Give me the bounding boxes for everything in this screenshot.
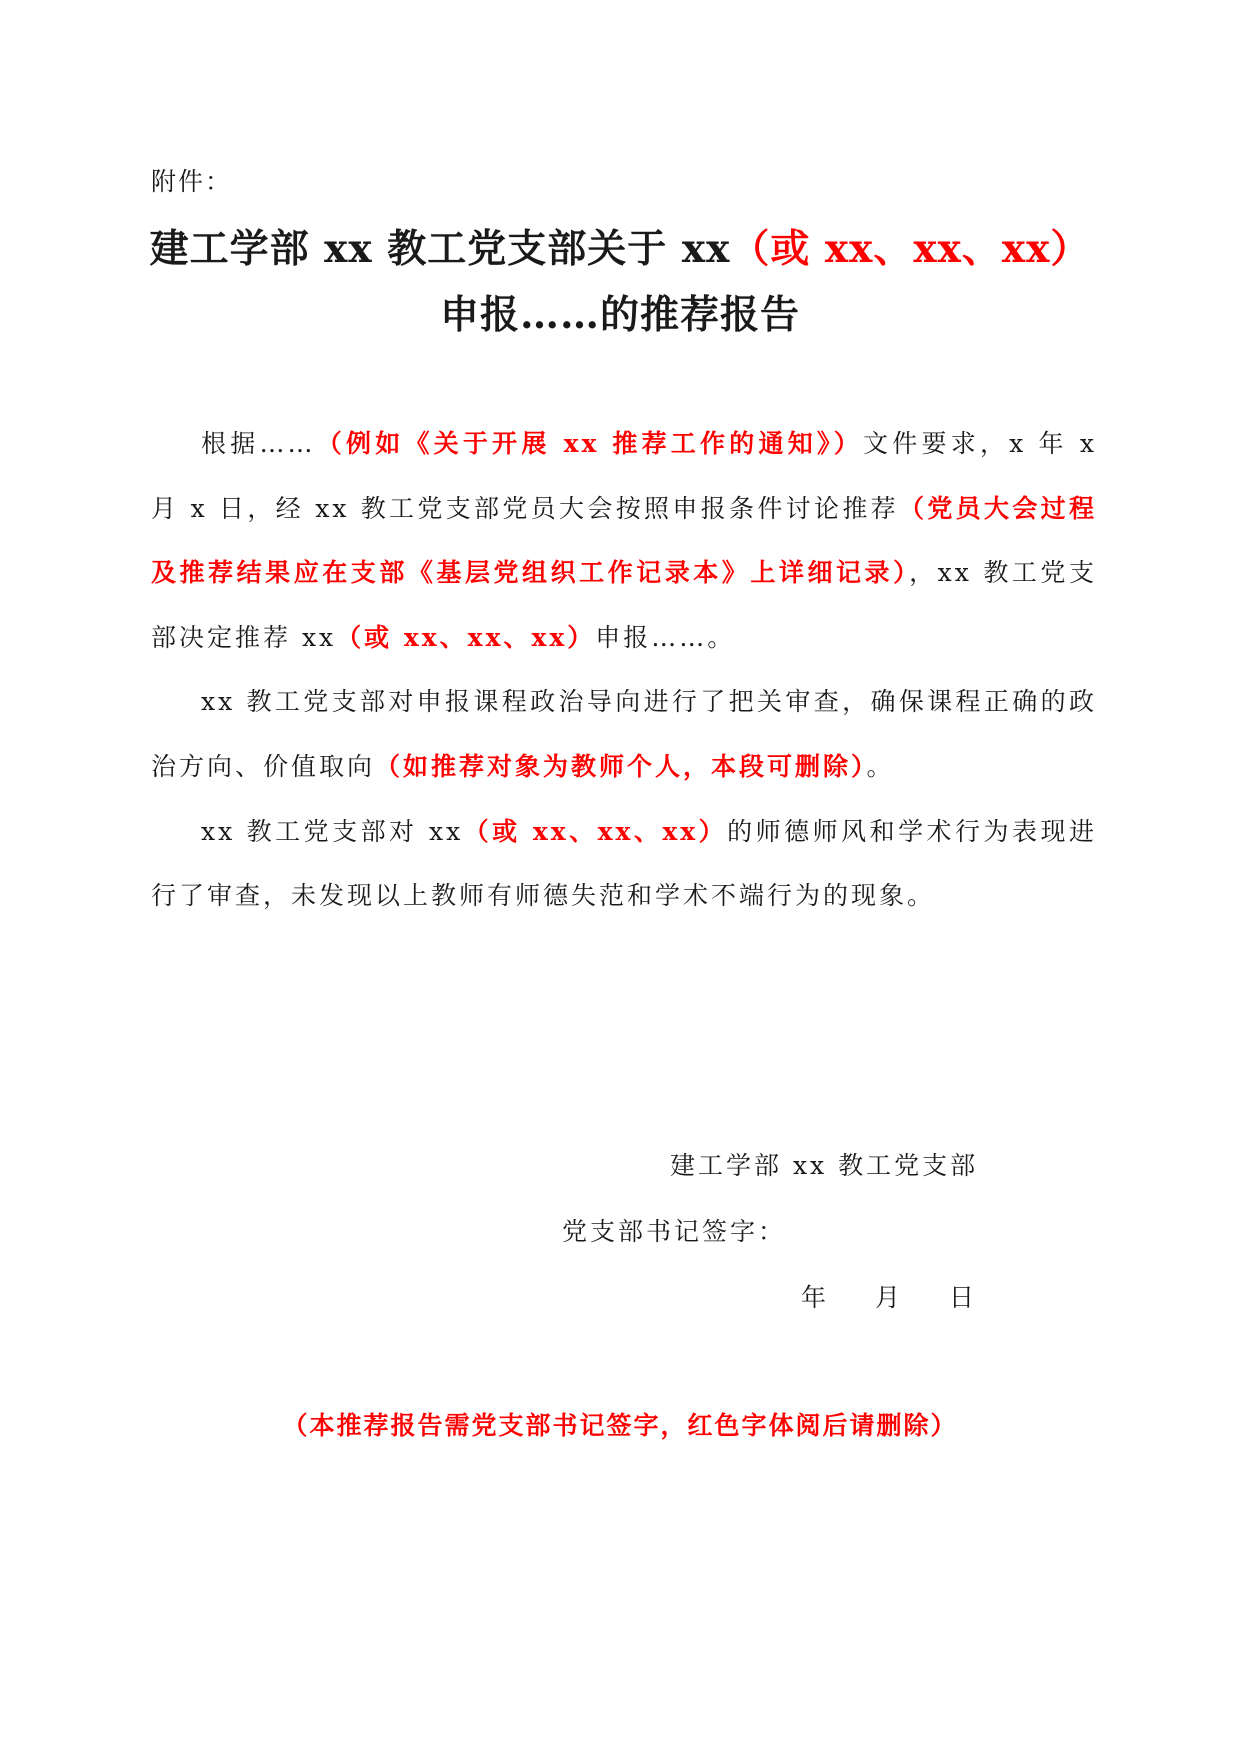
p1-text-4: 申报……。: [595, 622, 736, 652]
paragraph-1: [151, 412, 1097, 670]
p2-text-2: 。: [866, 751, 895, 781]
signature-branch: 建工学部 xx 教工党支部: [670, 1151, 979, 1180]
p2-text-1: xx 教工党支部对申报课程政治导向进行了把关审查，确保课程正确的政治方向、价值取向: [151, 687, 1097, 781]
p1-text-1: 根据……: [201, 429, 316, 458]
paragraph-3: [151, 800, 1097, 929]
p1-red-1: （例如《关于开展 xx 推荐工作的通知》）: [315, 429, 863, 458]
document-title: [130, 216, 1110, 348]
date-day: 日: [949, 1283, 978, 1312]
date-year: 年: [801, 1283, 830, 1312]
title-part-2-red: （或 xx、xx、xx）: [730, 226, 1091, 272]
p1-red-3: （或 xx、xx、xx）: [336, 622, 596, 652]
document-body: [151, 412, 1097, 929]
title-part-1: 建工学部 xx 教工党支部关于 xx: [149, 226, 731, 272]
p3-text-1: xx 教工党支部对 xx: [201, 816, 464, 846]
signature-date: [801, 1278, 977, 1314]
attachment-label: 附件：: [151, 167, 233, 196]
p1-text-3: ，xx 教工党支部决定推荐 xx: [151, 558, 1097, 652]
p3-red-1: （或 xx、xx、xx）: [463, 816, 728, 846]
signature-secretary-label: 党支部书记签字：: [562, 1217, 787, 1246]
date-month: 月: [875, 1283, 904, 1312]
p1-red-2: （党员大会过程及推荐结果应在支部《基层党组织工作记录本》上详细记录）: [151, 493, 1097, 588]
paragraph-2: [151, 670, 1097, 799]
p1-text-2: 文件要求，x 年 x 月 x 日，经 xx 教工党支部党员大会按照申报条件讨论推荐: [151, 429, 1097, 523]
p3-text-2: 的师德师风和学术行为表现进行了审查，未发现以上教师有师德失范和学术不端行为的现象。: [151, 816, 1097, 911]
footnote: （本推荐报告需党支部书记签字，红色字体阅后请删除）: [282, 1411, 958, 1440]
p2-red-1: （如推荐对象为教师个人，本段可删除）: [375, 751, 867, 781]
title-part-3: 申报……的推荐报告: [439, 292, 800, 338]
